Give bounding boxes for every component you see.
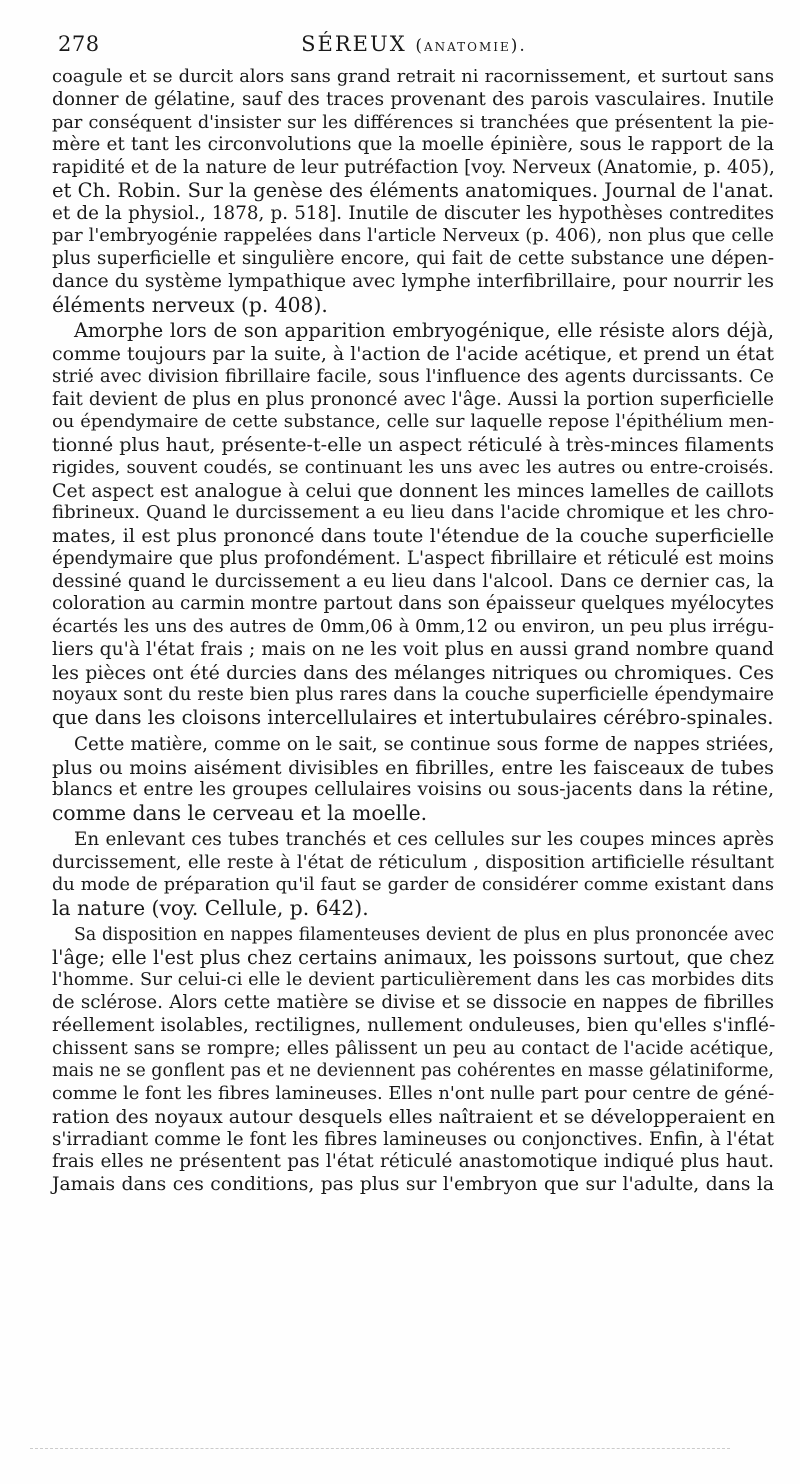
text-line: de sclérose. Alors cette matière se divise et se dissocie en nappes de fibrilles: [52, 992, 774, 1013]
text-line: écartés les uns des autres de 0mm,06 à 0mm,12 ou environ, un peu plus irrégu-: [52, 617, 774, 637]
text-line: plus ou moins aisément divisibles en fibrilles, entre les faisceaux de tubes: [52, 755, 774, 779]
text-line: épendymaire que plus profondément. L'aspect fibrillaire et réticulé est moins: [52, 547, 774, 569]
text-line: ration des noyaux autour desquels elles naîtraient et se développeraient en: [52, 1105, 776, 1128]
text-line: dance du système lympathique avec lymphe interfibrillaire, pour nourrir les: [52, 270, 774, 292]
page-header: [58, 28, 770, 64]
text-line: Amorphe lors de son apparition embryogénique, elle résiste alors déjà,: [74, 319, 774, 343]
paragraph-1: [52, 66, 774, 316]
text-line: fait devient de plus en plus prononcé avec l'âge. Aussi la portion superficielle: [52, 388, 774, 410]
text-line: par conséquent d'insister sur les différences si tranchées que présentent la pie-: [52, 112, 774, 133]
text-line: coagule et se durcit alors sans grand retrait ni racornissement, et surtout sans: [52, 66, 774, 87]
text-line: que dans les cloisons intercellulaires et intertubulaires cérébro-spinales.: [52, 706, 774, 729]
text-line: noyaux sont du reste bien plus rares dans la couche superficielle épendymaire: [52, 684, 774, 706]
text-line: durcissement, elle reste à l'état de réticulum , disposition artificielle résultant: [52, 851, 774, 873]
text-line: frais elles ne présentent pas l'état réticulé anastomotique indiqué plus haut.: [52, 1151, 774, 1173]
running-head: [58, 32, 770, 56]
text-line: comme le font les fibres lamineuses. Elles n'ont nulle part pour centre de géné-: [52, 1083, 775, 1104]
page-bottom-rule: [30, 1448, 730, 1451]
text-line: et de la physiol., 1878, p. 518]. Inutile de discuter les hypothèses contredites: [52, 202, 774, 224]
text-line: fibrineux. Quand le durcissement a eu lieu dans l'acide chromique et les chro-: [52, 502, 774, 524]
text-line: tionné plus haut, présente-t-elle un aspect réticulé à très-minces filaments: [52, 433, 775, 456]
text-line: s'irradiant comme le font les fibres lamineuses ou conjonctives. Enfin, à l'état: [52, 1128, 774, 1150]
running-head-title: SÉREUX: [301, 32, 407, 56]
text-line: blancs et entre les groupes cellulaires voisins ou sous-jacents dans la rétine,: [52, 779, 774, 801]
text-line: l'âge; elle l'est plus chez certains animaux, les poissons surtout, que chez: [52, 945, 774, 969]
text-line: comme toujours par la suite, à l'action de l'acide acétique, et prend un état: [52, 343, 774, 365]
text-line: rapidité et de la nature de leur putréfaction [voy. Nerveux (Anatomie, p. 405),: [52, 157, 775, 178]
running-head-subtitle: (anatomie).: [415, 36, 527, 56]
text-line: et Ch. Robin. Sur la genèse des éléments anatomiques. Journal de l'anat.: [52, 178, 774, 202]
text-line: coloration au carmin montre partout dans son épaisseur quelques myélocytes: [52, 593, 774, 615]
text-line: la nature (voy. Cellule, p. 642).: [52, 896, 369, 920]
paragraph-3: [52, 734, 774, 825]
text-line: strié avec division fibrillaire facile, sous l'influence des agents durcissants. Ce: [52, 365, 774, 387]
text-line: éléments nerveux (p. 408).: [52, 292, 328, 317]
text-line: dessiné quand le durcissement a eu lieu dans l'alcool. Dans ce dernier cas, la: [52, 570, 774, 592]
text-line: l'homme. Sur celui-ci elle le devient particulièrement dans les cas morbides dits: [52, 970, 774, 991]
text-line: mais ne se gonflent pas et ne deviennent pas cohérentes en masse gélatiniforme,: [52, 1061, 774, 1082]
text-line: mère et tant les circonvolutions que la moelle épinière, sous le rapport de la: [52, 134, 774, 156]
text-line: Jamais dans ces conditions, pas plus sur l'embryon que sur l'adulte, dans la: [52, 1174, 774, 1195]
paragraph-4: [52, 829, 774, 920]
text-line: du mode de préparation qu'il faut se garder de considérer comme existant dans: [52, 875, 774, 896]
text-line: rigides, souvent coudés, se continuant les uns avec les autres ou entre-croisés.: [52, 456, 774, 478]
text-line: par l'embryogénie rappelées dans l'article Nerveux (p. 406), non plus que celle: [52, 225, 774, 247]
text-line: Sa disposition en nappes filamenteuses devient de plus en plus prononcée avec: [74, 924, 774, 945]
body-text: [52, 66, 774, 1197]
text-line: donner de gélatine, sauf des traces provenant des parois vasculaires. Inutile: [52, 88, 774, 110]
text-line: réellement isolables, rectilignes, nullement onduleuses, bien qu'elles s'inflé-: [52, 1014, 776, 1036]
text-line: liers qu'à l'état frais ; mais on ne les voit plus en aussi grand nombre quand: [52, 638, 774, 660]
text-line: plus superficielle et singulière encore, qui fait de cette substance une dépen-: [52, 248, 774, 269]
page-number: 278: [58, 32, 100, 56]
text-line: Cette matière, comme on le sait, se continue sous forme de nappes striées,: [74, 733, 774, 755]
paragraph-5: [52, 924, 774, 1197]
text-line: En enlevant ces tubes tranchés et ces cellules sur les coupes minces après: [74, 828, 774, 850]
text-line: chissent sans se rompre; elles pâlissent un peu au contact de l'acide acétique,: [52, 1037, 774, 1059]
text-line: mates, il est plus prononcé dans toute l'étendue de la couche superficielle: [52, 524, 774, 547]
text-line: ou épendymaire de cette substance, celle sur laquelle repose l'épithélium men-: [52, 411, 774, 433]
paragraph-2: [52, 320, 774, 730]
text-line: comme dans le cerveau et la moelle.: [52, 801, 428, 825]
text-line: les pièces ont été durcies dans des mélanges nitriques ou chromiques. Ces: [52, 661, 774, 684]
text-line: Cet aspect est analogue à celui que donnent les minces lamelles de caillots: [52, 479, 774, 502]
